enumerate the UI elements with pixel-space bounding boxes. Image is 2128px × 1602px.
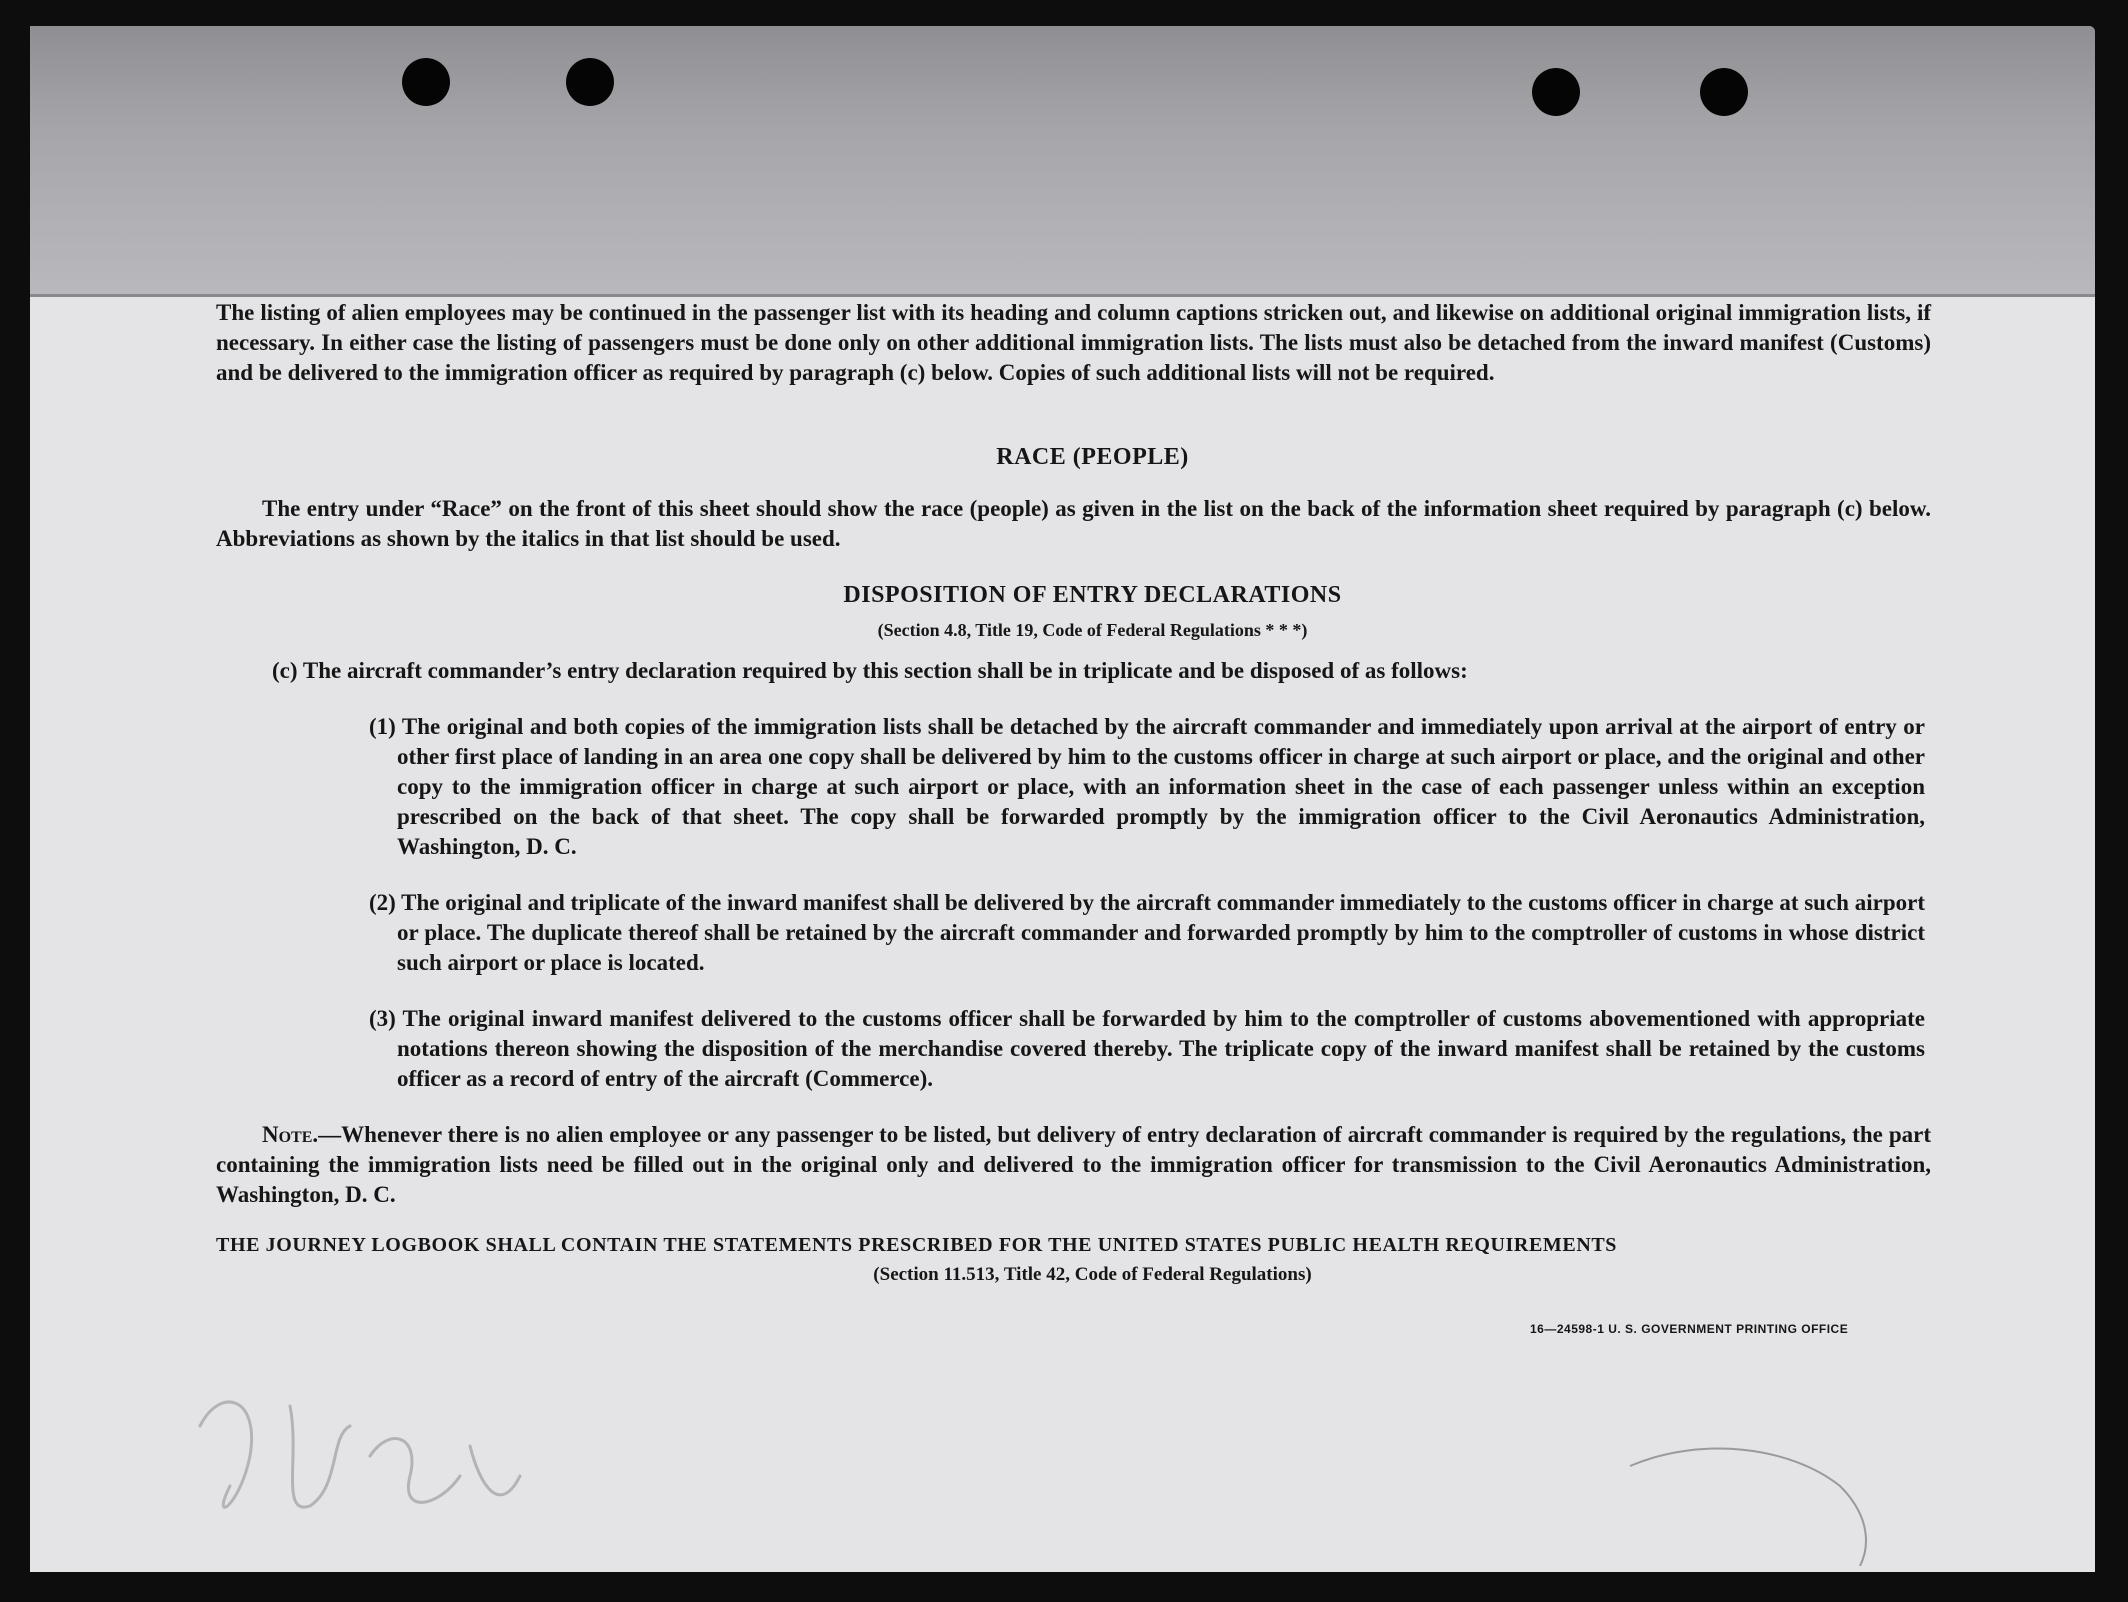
faint-pen-mark — [1620, 1426, 1920, 1566]
note-text: —Whenever there is no alien employee or any passenger to be listed, but delivery of entry declaration of aircraft commander is required by the regulations, the part containing the immigration lists need be filled out in the original only and delivered to the immigration officer for transmission to the Civil Aeronautics Administration, Washington, D. C. — [216, 1122, 1931, 1207]
list-item — [325, 888, 1925, 978]
clause-c: (c) The aircraft commander’s entry declaration required by this section shall be in triplicate and be disposed of as follows: — [272, 658, 1468, 683]
note-paragraph — [216, 1120, 1931, 1210]
faint-signature — [180, 1366, 540, 1566]
list-item — [325, 1004, 1925, 1094]
disposition-citation: (Section 4.8, Title 19, Code of Federal Regulations * * *) — [877, 620, 1308, 640]
item-number: (3) — [369, 1006, 396, 1031]
document-sheet — [30, 26, 2095, 1572]
race-paragraph: The entry under “Race” on the front of this sheet should show the race (people) as given in the list on the back of the information sheet required by paragraph (c) below. Abbreviations as shown by the italics in that list should be used. — [216, 496, 1931, 551]
item-number: (1) — [369, 714, 396, 739]
printer-line: 16—24598-1 U. S. GOVERNMENT PRINTING OFFICE — [1530, 1322, 1849, 1336]
note-label: Note. — [262, 1122, 319, 1147]
journey-citation: (Section 11.513, Title 42, Code of Federal Regulations) — [873, 1264, 1312, 1285]
race-heading: RACE (PEOPLE) — [996, 444, 1189, 470]
disposition-heading: DISPOSITION OF ENTRY DECLARATIONS — [843, 582, 1342, 608]
item-number: (2) — [369, 890, 396, 915]
item-text: The original inward manifest delivered to the customs officer shall be forwarded by him to the comptroller of customs abovementioned with appropriate notations thereon showing the disposition of the merchandise covered thereby. The triplicate copy of the inward manifest shall be retained by the customs officer as a record of entry of the aircraft (Commerce). — [397, 1006, 1925, 1091]
item-text: The original and triplicate of the inward manifest shall be delivered by the aircraft commander immediately to the customs officer in charge at such airport or place. The duplicate thereof shall be retained by the aircraft commander and forwarded promptly by him to the comptroller of customs in whose district such airport or place is located. — [397, 890, 1925, 975]
list-item — [325, 712, 1925, 862]
item-text: The original and both copies of the immigration lists shall be detached by the aircraft commander and immediately upon arrival at the airport of entry or other first place of landing in an area one copy shall be delivered by him to the customs officer in charge at such airport or place, and the original and other copy to the immigration officer in charge at such airport or place, with an information sheet in the case of each passenger unless within an exception prescribed on the back of that sheet. The copy shall be forwarded promptly by the immigration officer to the Civil Aeronautics Administration, Washington, D. C. — [397, 714, 1925, 859]
intro-paragraph: The listing of alien employees may be continued in the passenger list with its heading and column captions stricken out, and likewise on additional original immigration lists, if necessary. In either case the listing of passengers must be done only on other additional immigration lists. The lists must also be detached from the inward manifest (Customs) and be delivered to the immigration officer as required by paragraph (c) below. Copies of such additional lists will not be required. — [216, 300, 1931, 385]
document-body — [30, 26, 2095, 1572]
journey-heading: THE JOURNEY LOGBOOK SHALL CONTAIN THE STATEMENTS PRESCRIBED FOR THE UNITED STATES PUBLIC HEALTH REQUIREMENTS — [216, 1234, 1618, 1256]
